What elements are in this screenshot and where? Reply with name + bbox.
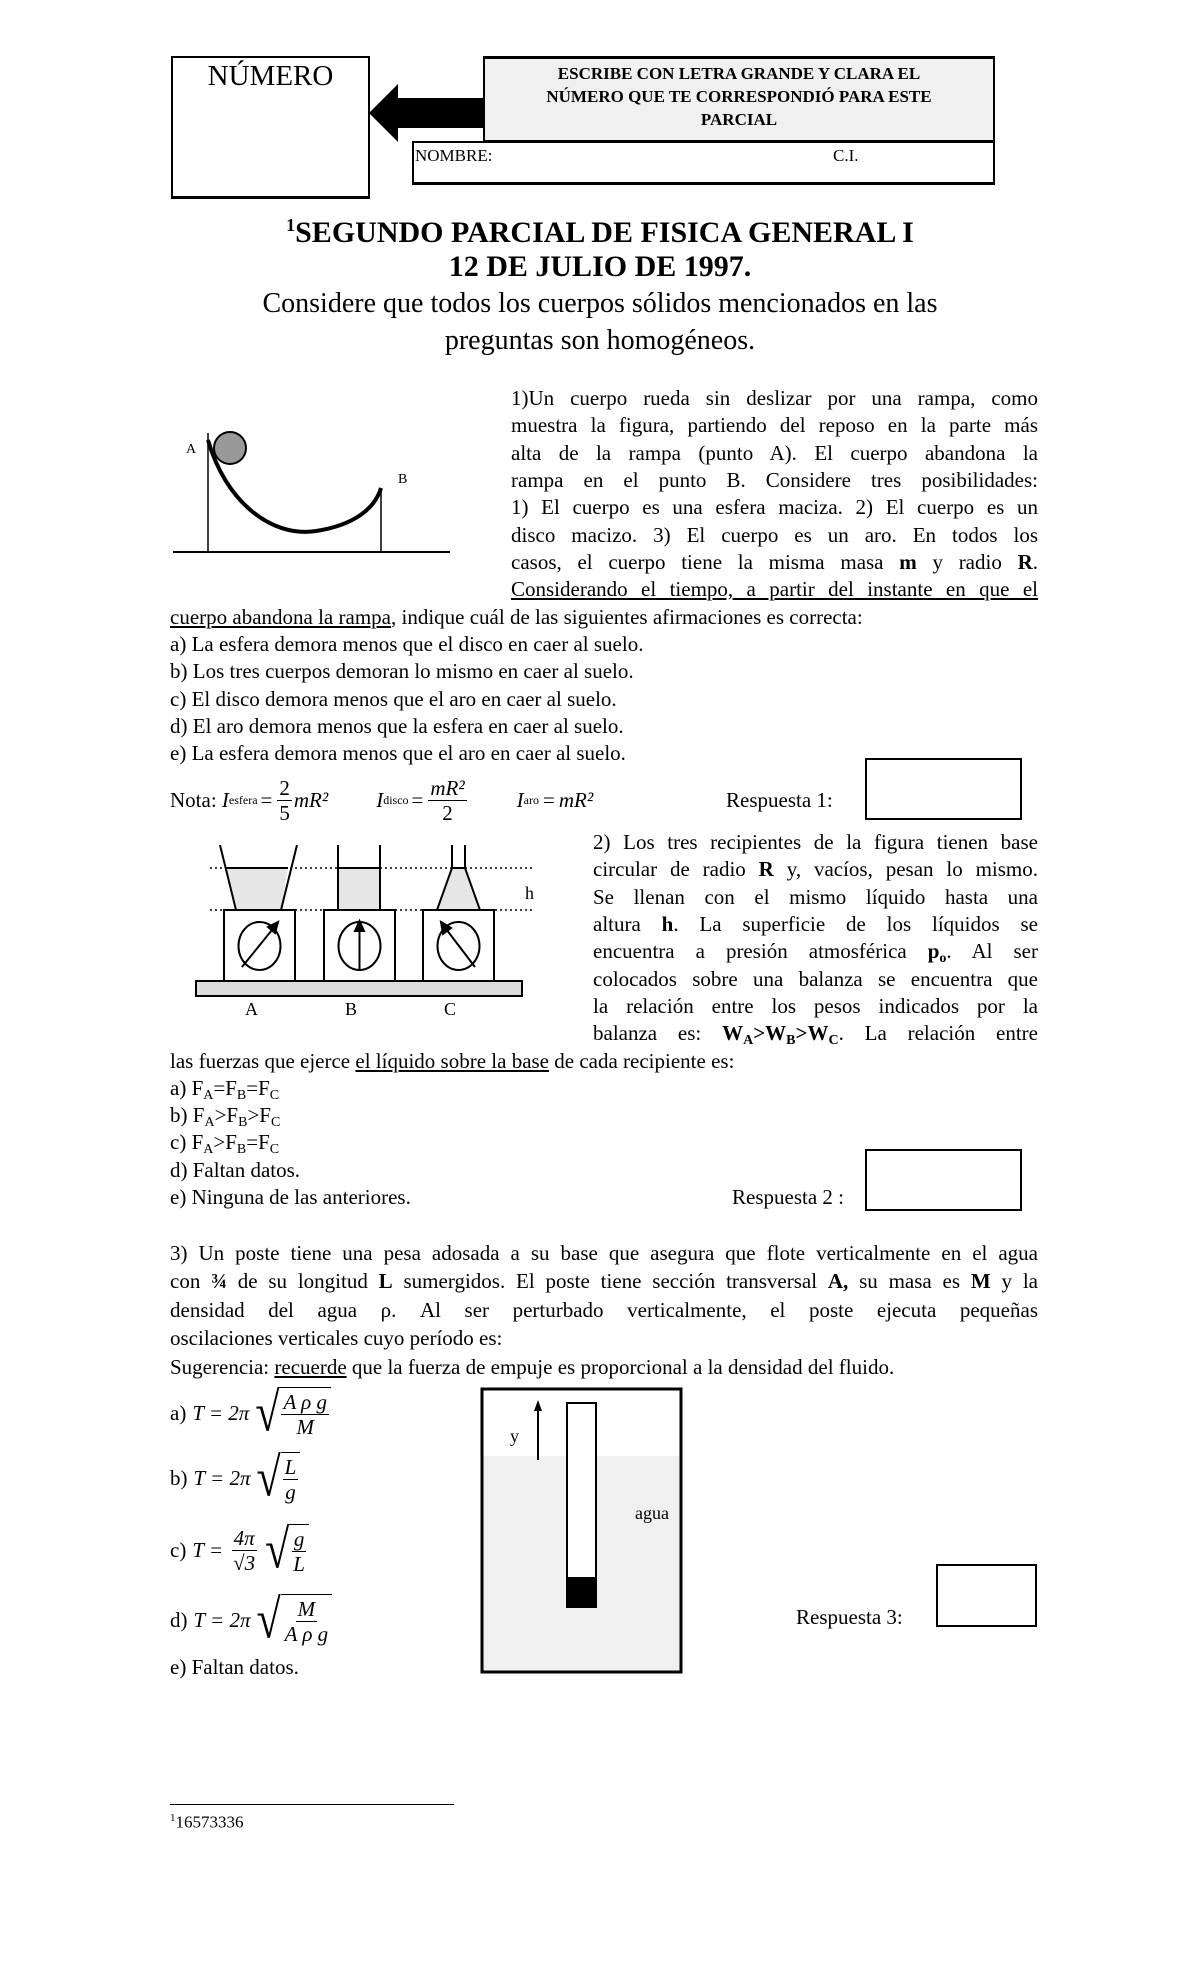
text: encuentra a presión atmosférica xyxy=(593,939,928,963)
t: = xyxy=(246,1130,259,1154)
answer-3-box[interactable] xyxy=(936,1564,1037,1627)
t: A, xyxy=(827,1269,849,1293)
container-c-label: C xyxy=(444,999,457,1019)
t: c) xyxy=(170,1537,187,1562)
answer-2-box[interactable] xyxy=(865,1149,1022,1211)
arrow-up-icon xyxy=(534,1400,542,1411)
q1-line: disco macizo. 3) El cuerpo es un aro. En todos los xyxy=(511,523,1038,547)
instruction-line: ESCRIBE CON LETRA GRANDE Y CLARA EL xyxy=(557,64,921,83)
q1-option-a[interactable]: a) La esfera demora menos que el disco en caer al suelo. xyxy=(170,632,644,656)
t: d) xyxy=(170,1607,188,1632)
t: M xyxy=(296,1415,314,1439)
q1-line: Considerando el tiempo, a partir del instante en que el xyxy=(511,577,1038,601)
q1-option-d[interactable]: d) El aro demora menos que la esfera en caer al suelo. xyxy=(170,714,624,738)
t: g xyxy=(285,1480,296,1504)
t: = xyxy=(213,1076,226,1100)
ramp-figure xyxy=(170,420,460,560)
answer-1-label: Respuesta 1: xyxy=(726,788,833,812)
text: . La superficie de los líquidos se xyxy=(673,912,1038,936)
inertia-symbol: I xyxy=(221,787,229,812)
sqrt: √ $\frac{g}{L}$ xyxy=(265,1524,309,1576)
text: balanza es: xyxy=(593,1021,723,1045)
t: > xyxy=(247,1103,260,1127)
t: > xyxy=(214,1103,227,1127)
t: F xyxy=(191,1076,204,1100)
t: T = 2π xyxy=(193,1607,251,1632)
q1-line: 1) El cuerpo es una esfera maciza. 2) El cuerpo es un xyxy=(511,495,1038,519)
equals: = xyxy=(411,787,424,812)
t: F xyxy=(192,1103,205,1127)
intro-line-2: preguntas son homogéneos. xyxy=(444,325,756,356)
nombre-ci-box[interactable] xyxy=(412,141,995,185)
t: y la xyxy=(990,1269,1038,1293)
denominator: 2 xyxy=(442,800,453,825)
footnote-divider xyxy=(170,1804,454,1805)
mr2: mR² xyxy=(558,787,594,812)
radius-symbol: R xyxy=(758,857,774,881)
nota-label: Nota: xyxy=(170,787,217,812)
nombre-label: NOMBRE: xyxy=(415,146,493,165)
t: C xyxy=(270,1115,281,1130)
t: L xyxy=(284,1455,297,1479)
rolling-ball xyxy=(214,432,246,464)
q1-line: alta de la rampa (punto A). El cuerpo abandona la xyxy=(511,441,1038,465)
water-label: agua xyxy=(635,1503,669,1523)
q2-line xyxy=(593,938,1038,965)
q3-option-a[interactable] xyxy=(170,1383,331,1443)
q3-line xyxy=(170,1354,1038,1381)
t: A xyxy=(203,1142,214,1157)
footnote-text: 16573336 xyxy=(175,1812,244,1832)
t: F xyxy=(258,1076,270,1100)
floating-post-figure xyxy=(480,1386,685,1676)
t: L xyxy=(293,1552,305,1576)
t: = xyxy=(246,1076,259,1100)
t: a) xyxy=(170,1076,192,1100)
equals: = xyxy=(543,787,555,812)
q1-option-c[interactable]: c) El disco demora menos que el aro en caer al suelo. xyxy=(170,687,617,711)
t: T = 2π xyxy=(192,1400,250,1425)
radius-symbol: R xyxy=(1017,550,1033,574)
q1-option-b[interactable]: b) Los tres cuerpos demoran lo mismo en caer al suelo. xyxy=(170,659,634,683)
q1-line xyxy=(170,604,1038,631)
t: que la fuerza de empuje es proporcional a la densidad del fluido. xyxy=(346,1355,895,1379)
t: C xyxy=(269,1142,280,1157)
mass-symbol: m xyxy=(899,550,917,574)
container-b-label: B xyxy=(345,999,358,1019)
instruction-text xyxy=(483,62,995,131)
t: A xyxy=(204,1115,215,1130)
q2-line xyxy=(593,1020,1038,1047)
weight xyxy=(567,1577,596,1607)
t: L xyxy=(378,1269,393,1293)
gt: > xyxy=(753,1021,766,1045)
q3-option-c[interactable] xyxy=(170,1520,309,1580)
post xyxy=(567,1403,596,1607)
subscript: A xyxy=(743,1033,754,1048)
q2-line: colocados sobre una balanza se encuentra que xyxy=(593,967,1038,991)
text: . xyxy=(1032,550,1038,574)
t: A ρ g xyxy=(283,1390,328,1414)
t: Sugerencia: xyxy=(170,1355,275,1379)
t: b) xyxy=(170,1465,188,1490)
text: y radio xyxy=(916,550,1018,574)
moment-of-inertia-note: Nota: I esfera = $\frac{2}{5}$ mR² I disco = $\frac{\text{mR²}}{2}$ I aro = mR² xyxy=(170,775,594,825)
point-a-label: A xyxy=(186,442,197,457)
instruction-line: PARCIAL xyxy=(700,110,778,129)
q2-line: 2) Los tres recipientes de la figura tienen base xyxy=(593,830,1038,854)
q3-line: densidad del agua ρ. Al ser perturbado verticalmente, el poste ejecuta pequeñas xyxy=(170,1298,1038,1322)
t: con xyxy=(170,1269,212,1293)
p: p xyxy=(927,939,940,963)
exam-date: 12 DE JULIO DE 1997. xyxy=(448,250,752,283)
gt: > xyxy=(795,1021,808,1045)
ci-label: C.I. xyxy=(833,146,859,165)
numerator: 2 xyxy=(279,775,290,800)
height-symbol: h xyxy=(661,912,674,936)
text: de cada recipiente es: xyxy=(549,1049,735,1073)
height-label: h xyxy=(525,883,534,903)
t: F xyxy=(258,1130,270,1154)
t: √3 xyxy=(233,1550,256,1575)
numerator: mR² xyxy=(430,775,465,800)
text: circular de radio xyxy=(593,857,759,881)
inertia-symbol: I xyxy=(376,787,384,812)
answer-3-label: Respuesta 3: xyxy=(796,1605,903,1629)
q1-line: rampa en el punto B. Considere tres posibilidades: xyxy=(511,468,1038,492)
underlined-text: el líquido sobre la base xyxy=(355,1049,550,1073)
q1-line: muestra la figura, partiendo del reposo en la parte más xyxy=(511,413,1038,437)
q3-option-b[interactable] xyxy=(170,1448,300,1508)
q3-option-d[interactable] xyxy=(170,1590,332,1650)
answer-1-box[interactable] xyxy=(865,758,1022,820)
text: , indique cuál de las siguientes afirmaciones es correcta: xyxy=(390,605,863,629)
equals: = xyxy=(260,787,273,812)
exam-title: SEGUNDO PARCIAL DE FISICA GENERAL I xyxy=(295,216,914,249)
denominator: 5 xyxy=(279,800,290,825)
subscript: C xyxy=(828,1033,839,1048)
containers-figure xyxy=(190,845,550,1020)
weight-relation xyxy=(722,1021,839,1048)
t: F xyxy=(225,1076,237,1100)
t: T = xyxy=(192,1537,224,1562)
t: F xyxy=(225,1130,237,1154)
t: a) xyxy=(170,1400,187,1425)
q2-line xyxy=(593,856,1038,883)
q1-line: 1)Un cuerpo rueda sin deslizar por una rampa, como xyxy=(511,386,1038,410)
w: W xyxy=(807,1021,829,1045)
t: ¾ xyxy=(211,1269,227,1293)
subscript: o xyxy=(939,951,947,966)
t: F xyxy=(259,1103,271,1127)
t: C xyxy=(269,1088,280,1103)
intro-line-1: Considere que todos los cuerpos sólidos mencionados en las xyxy=(262,288,938,319)
q2-option-a[interactable] xyxy=(170,1075,1038,1102)
subscript: B xyxy=(786,1033,796,1048)
t: 4π xyxy=(233,1525,255,1550)
q3-line xyxy=(170,1268,1038,1295)
t: c) xyxy=(170,1130,192,1154)
q2-line xyxy=(170,1048,1038,1075)
t: F xyxy=(226,1103,239,1127)
fraction xyxy=(277,776,292,825)
text: altura xyxy=(593,912,662,936)
q3-line: 3) Un poste tiene una pesa adosada a su base que asegura que flote verticalmente en el agua xyxy=(170,1241,1038,1265)
inertia-symbol: I xyxy=(516,787,524,812)
q1-option-e[interactable]: e) La esfera demora menos que el aro en caer al suelo. xyxy=(170,741,626,765)
q2-option-e[interactable]: e) Ninguna de las anteriores. xyxy=(170,1185,411,1209)
t: M xyxy=(297,1597,316,1621)
q2-line: la relación entre los pesos indicados por la xyxy=(593,994,1038,1018)
text: las fuerzas que ejerce xyxy=(170,1049,356,1073)
arrow-left-icon xyxy=(365,80,490,146)
t: g xyxy=(293,1527,305,1551)
text: . Al ser xyxy=(946,939,1038,963)
fraction xyxy=(428,776,466,825)
q2-option-d[interactable]: d) Faltan datos. xyxy=(170,1158,301,1182)
q2-line xyxy=(593,911,1038,938)
text: y, vacíos, pesan lo mismo. xyxy=(773,857,1038,881)
t: A xyxy=(203,1088,214,1103)
pressure-symbol xyxy=(927,939,947,966)
numero-label: NÚMERO xyxy=(207,60,334,92)
text: . La relación entre xyxy=(838,1021,1038,1045)
q2-line: Se llenan con el mismo líquido hasta una xyxy=(593,885,1038,909)
t: > xyxy=(213,1130,226,1154)
w: W xyxy=(765,1021,787,1045)
w: W xyxy=(722,1021,744,1045)
t: sumergidos. El poste tiene sección transversal xyxy=(392,1269,828,1293)
point-b-label: B xyxy=(398,472,408,487)
container-a-label: A xyxy=(245,999,258,1019)
footnote-mark: 1 xyxy=(170,1812,176,1824)
mr2: mR² xyxy=(293,787,329,812)
sqrt: √ $\frac{L}{g}$ xyxy=(257,1452,301,1504)
title-line-1 xyxy=(0,215,1200,250)
q3-line: oscilaciones verticales cuyo período es: xyxy=(170,1326,503,1350)
t: B xyxy=(236,1088,247,1103)
sqrt: √ $\frac{M}{\text{A ρ g}}$ xyxy=(257,1594,333,1646)
q2-option-b[interactable] xyxy=(170,1102,1038,1129)
q3-option-e[interactable]: e) Faltan datos. xyxy=(170,1655,299,1679)
footnote-mark: 1 xyxy=(286,215,296,235)
t: M xyxy=(970,1269,991,1293)
text: casos, el cuerpo tiene la misma masa xyxy=(511,550,900,574)
sqrt: √ $\frac{\text{A ρ g}}{M}$ xyxy=(255,1387,331,1439)
t: B xyxy=(238,1115,248,1130)
t: B xyxy=(236,1142,247,1157)
t: su masa es xyxy=(848,1269,971,1293)
t: F xyxy=(191,1130,204,1154)
t: T = 2π xyxy=(193,1465,251,1490)
underlined-text: cuerpo abandona la rampa xyxy=(170,605,391,629)
q1-line xyxy=(511,549,1038,576)
t: A ρ g xyxy=(284,1622,329,1646)
t: de su longitud xyxy=(226,1269,379,1293)
instruction-line: NÚMERO QUE TE CORRESPONDIÓ PARA ESTE xyxy=(546,87,932,106)
footnote xyxy=(170,1812,244,1833)
t: b) xyxy=(170,1103,193,1127)
answer-2-label: Respuesta 2 : xyxy=(732,1185,844,1209)
y-axis-label: y xyxy=(510,1426,519,1446)
t: recuerde xyxy=(274,1355,347,1379)
